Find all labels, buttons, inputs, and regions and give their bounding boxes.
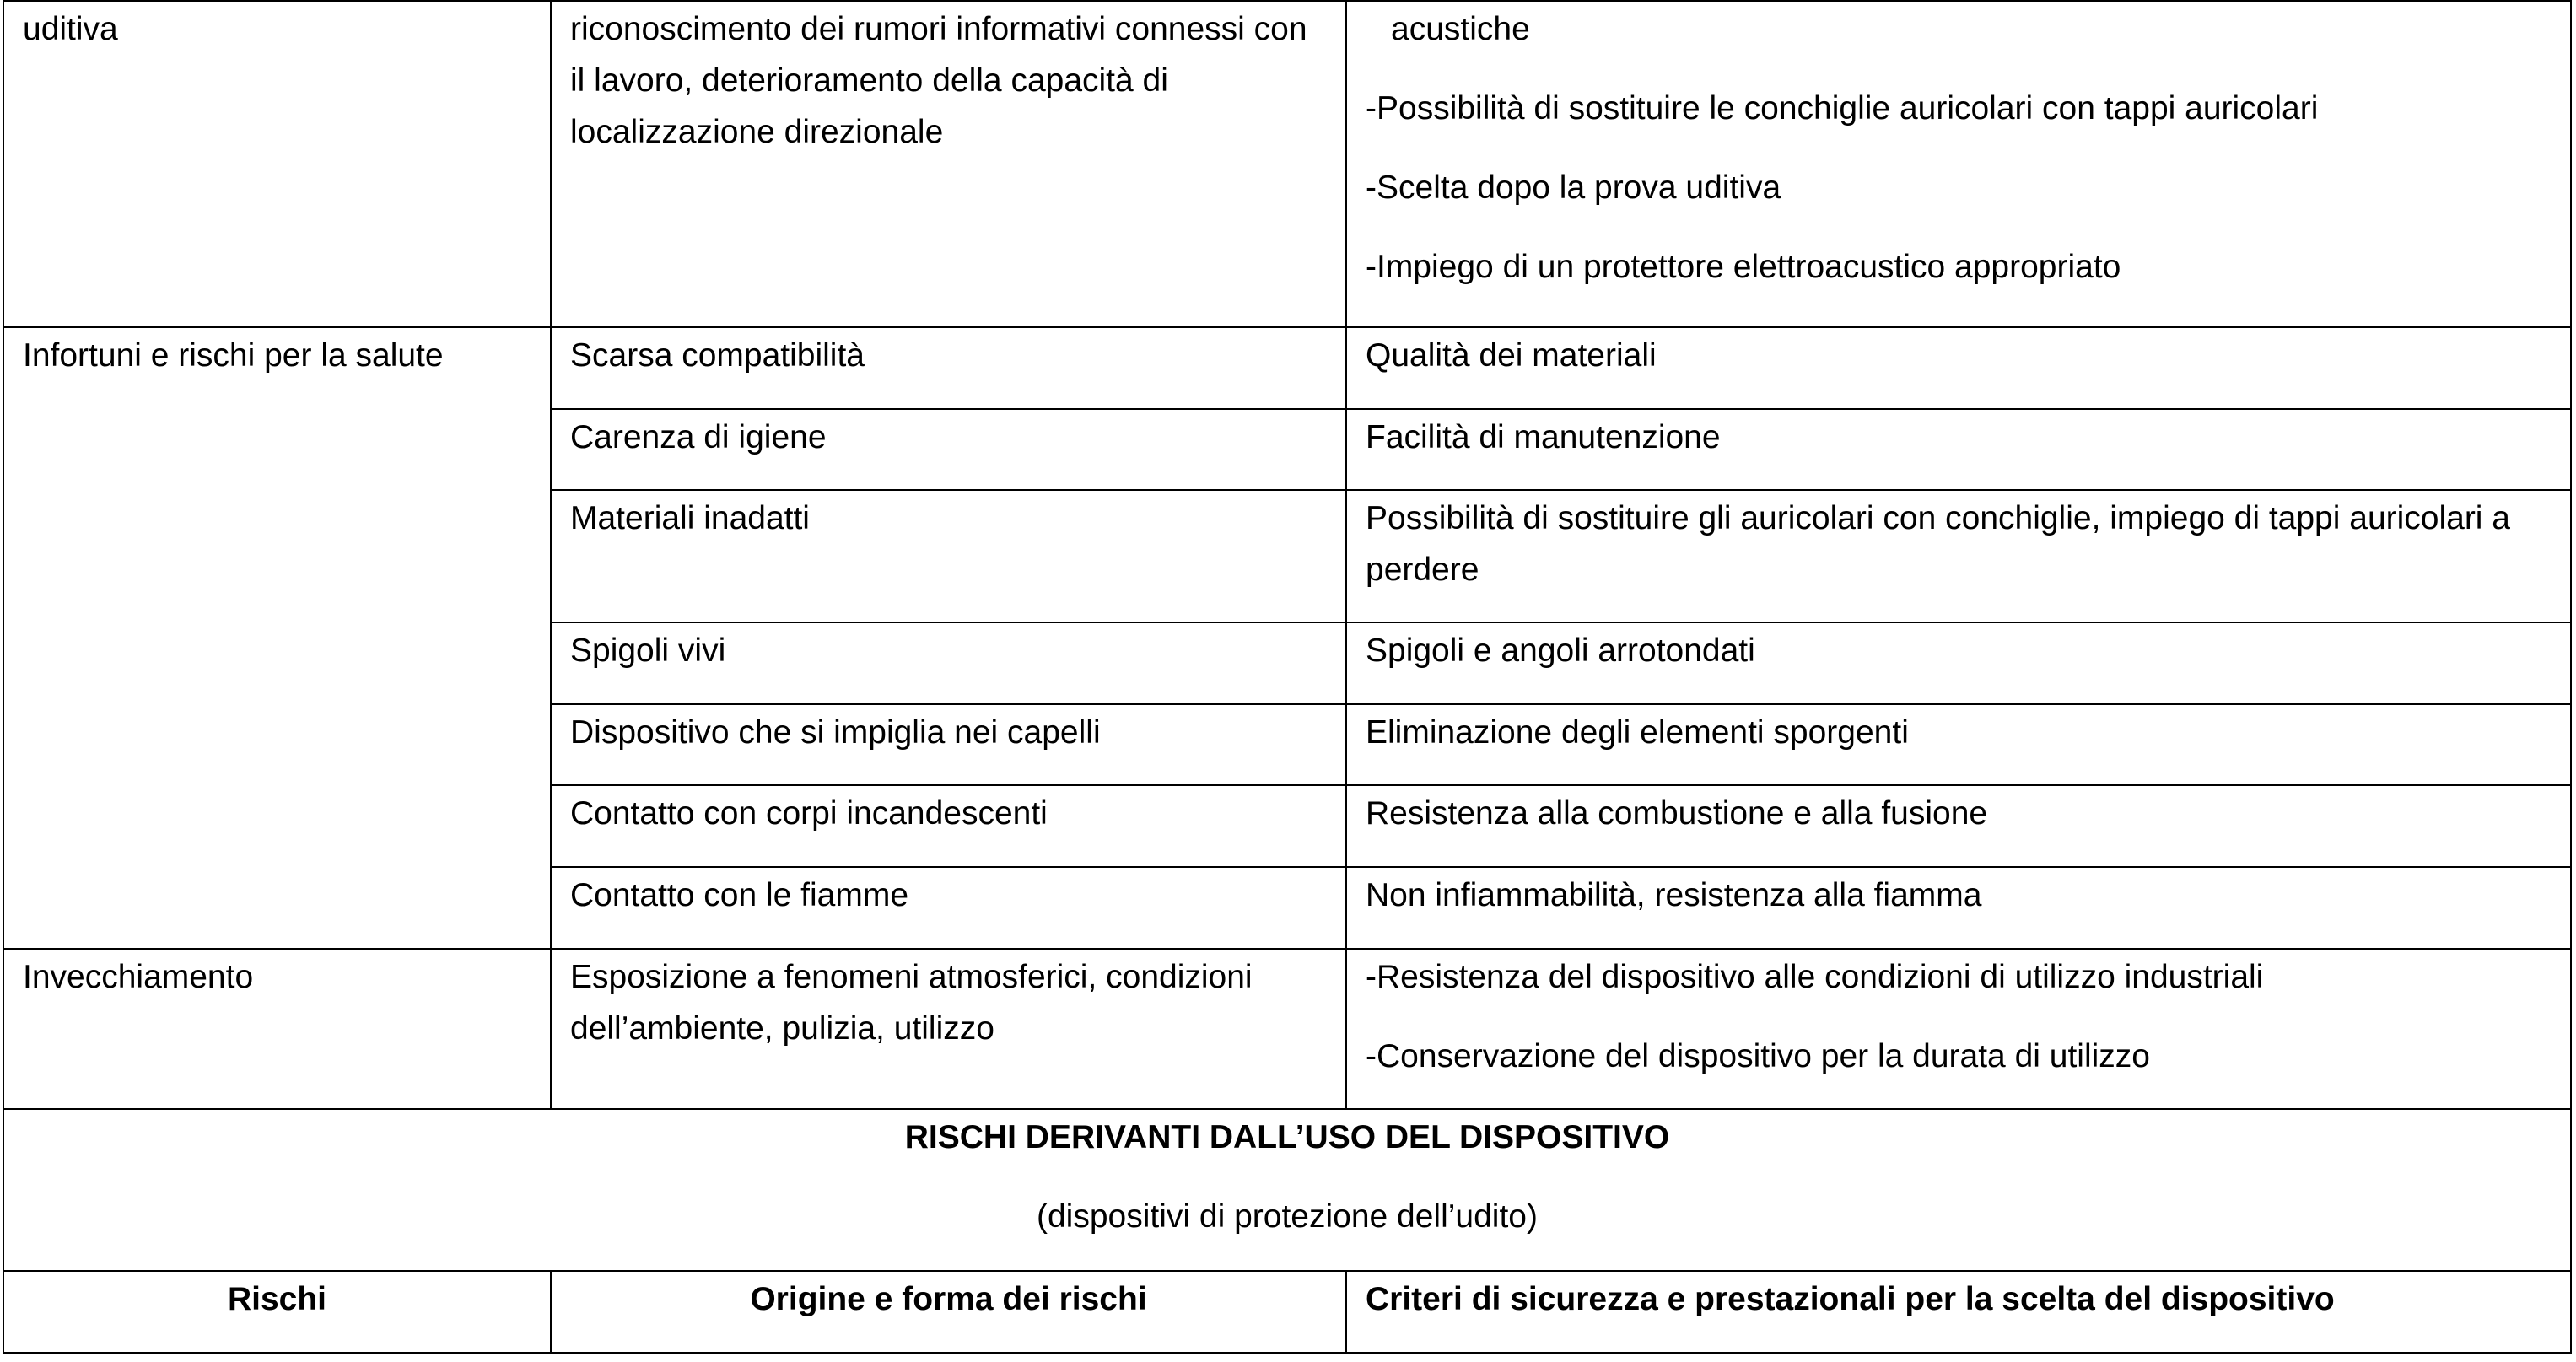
origin-text: Spigoli vivi: [570, 633, 726, 669]
section-title: RISCHI DERIVANTI DALL’USO DEL DISPOSITIVO: [904, 1119, 1670, 1155]
table-row: [3, 327, 2571, 409]
origin-cell: [551, 704, 1346, 785]
origin-text: Esposizione a fenomeni atmosferici, condizioni dell’ambiente, pulizia, utilizzo: [570, 959, 1253, 1047]
criteria-cell: [1346, 949, 2571, 1109]
origin-text: Dispositivo che si impiglia nei capelli: [570, 714, 1101, 751]
criteria-text: Qualità dei materiali: [1366, 337, 1657, 374]
criteria-cell: [1346, 1, 2571, 327]
origin-text: Contatto con le fiamme: [570, 877, 909, 913]
criteria-text: Facilità di manutenzione: [1366, 419, 1721, 455]
criteria-line: -Resistenza del dispositivo alle condizioni di utilizzo industriali: [1366, 959, 2264, 995]
criteria-text: Non infiammabilità, resistenza alla fiamma: [1366, 877, 1982, 913]
section-subtitle: (dispositivi di protezione dell’udito): [1037, 1198, 1538, 1235]
table-row: [3, 949, 2571, 1109]
risk-text: Invecchiamento: [23, 959, 254, 995]
criteria-line: -Impiego di un protettore elettroacustico appropriato: [1366, 249, 2121, 285]
risk-cell: [3, 327, 551, 949]
criteria-cell: [1346, 409, 2571, 490]
criteria-text: Possibilità di sostituire gli auricolari con conchiglie, impiego di tappi auricolari a perdere: [1366, 500, 2511, 588]
origin-cell: [551, 409, 1346, 490]
origin-cell: [551, 785, 1346, 867]
criteria-text: Eliminazione degli elementi sporgenti: [1366, 714, 1909, 751]
header-cell-origin: Origine e forma dei rischi: [551, 1271, 1346, 1353]
criteria-cell: [1346, 704, 2571, 785]
origin-cell: [551, 327, 1346, 409]
origin-text: Materiali inadatti: [570, 500, 810, 536]
risk-text: uditiva: [23, 11, 118, 47]
origin-text: Carenza di igiene: [570, 419, 827, 455]
risk-text: Infortuni e rischi per la salute: [23, 337, 444, 374]
risk-cell: [3, 949, 551, 1109]
origin-text: Scarsa compatibilità: [570, 337, 865, 374]
criteria-text: Resistenza alla combustione e alla fusione: [1366, 795, 1988, 832]
header-cell-criteria: Criteri di sicurezza e prestazionali per la scelta del dispositivo: [1346, 1271, 2571, 1353]
section-banner: [3, 1109, 2571, 1271]
origin-cell: [551, 867, 1346, 949]
criteria-cell: [1346, 327, 2571, 409]
risk-cell: [3, 1, 551, 327]
criteria-cell: [1346, 785, 2571, 867]
header-row: [3, 1271, 2571, 1353]
criteria-line: -Conservazione del dispositivo per la durata di utilizzo: [1366, 1038, 2150, 1074]
criteria-line: -Possibilità di sostituire le conchiglie auricolari con tappi auricolari: [1366, 90, 2319, 127]
criteria-line: -Scelta dopo la prova uditiva: [1366, 170, 1781, 206]
header-cell-risks: Rischi: [3, 1271, 551, 1353]
criteria-text: Spigoli e angoli arrotondati: [1366, 633, 1755, 669]
criteria-line: acustiche: [1391, 11, 1530, 47]
risk-table: [3, 0, 2572, 1354]
section-banner-row: [3, 1109, 2571, 1271]
criteria-cell: [1346, 622, 2571, 704]
origin-cell: [551, 490, 1346, 622]
origin-cell: [551, 622, 1346, 704]
criteria-cell: [1346, 490, 2571, 622]
origin-text: riconoscimento dei rumori informativi connessi con il lavoro, deterioramento della capacità di localizzazione direzionale: [570, 11, 1307, 150]
criteria-cell: [1346, 867, 2571, 949]
table-row: [3, 1, 2571, 327]
origin-cell: [551, 949, 1346, 1109]
origin-text: Contatto con corpi incandescenti: [570, 795, 1048, 832]
origin-cell: [551, 1, 1346, 327]
